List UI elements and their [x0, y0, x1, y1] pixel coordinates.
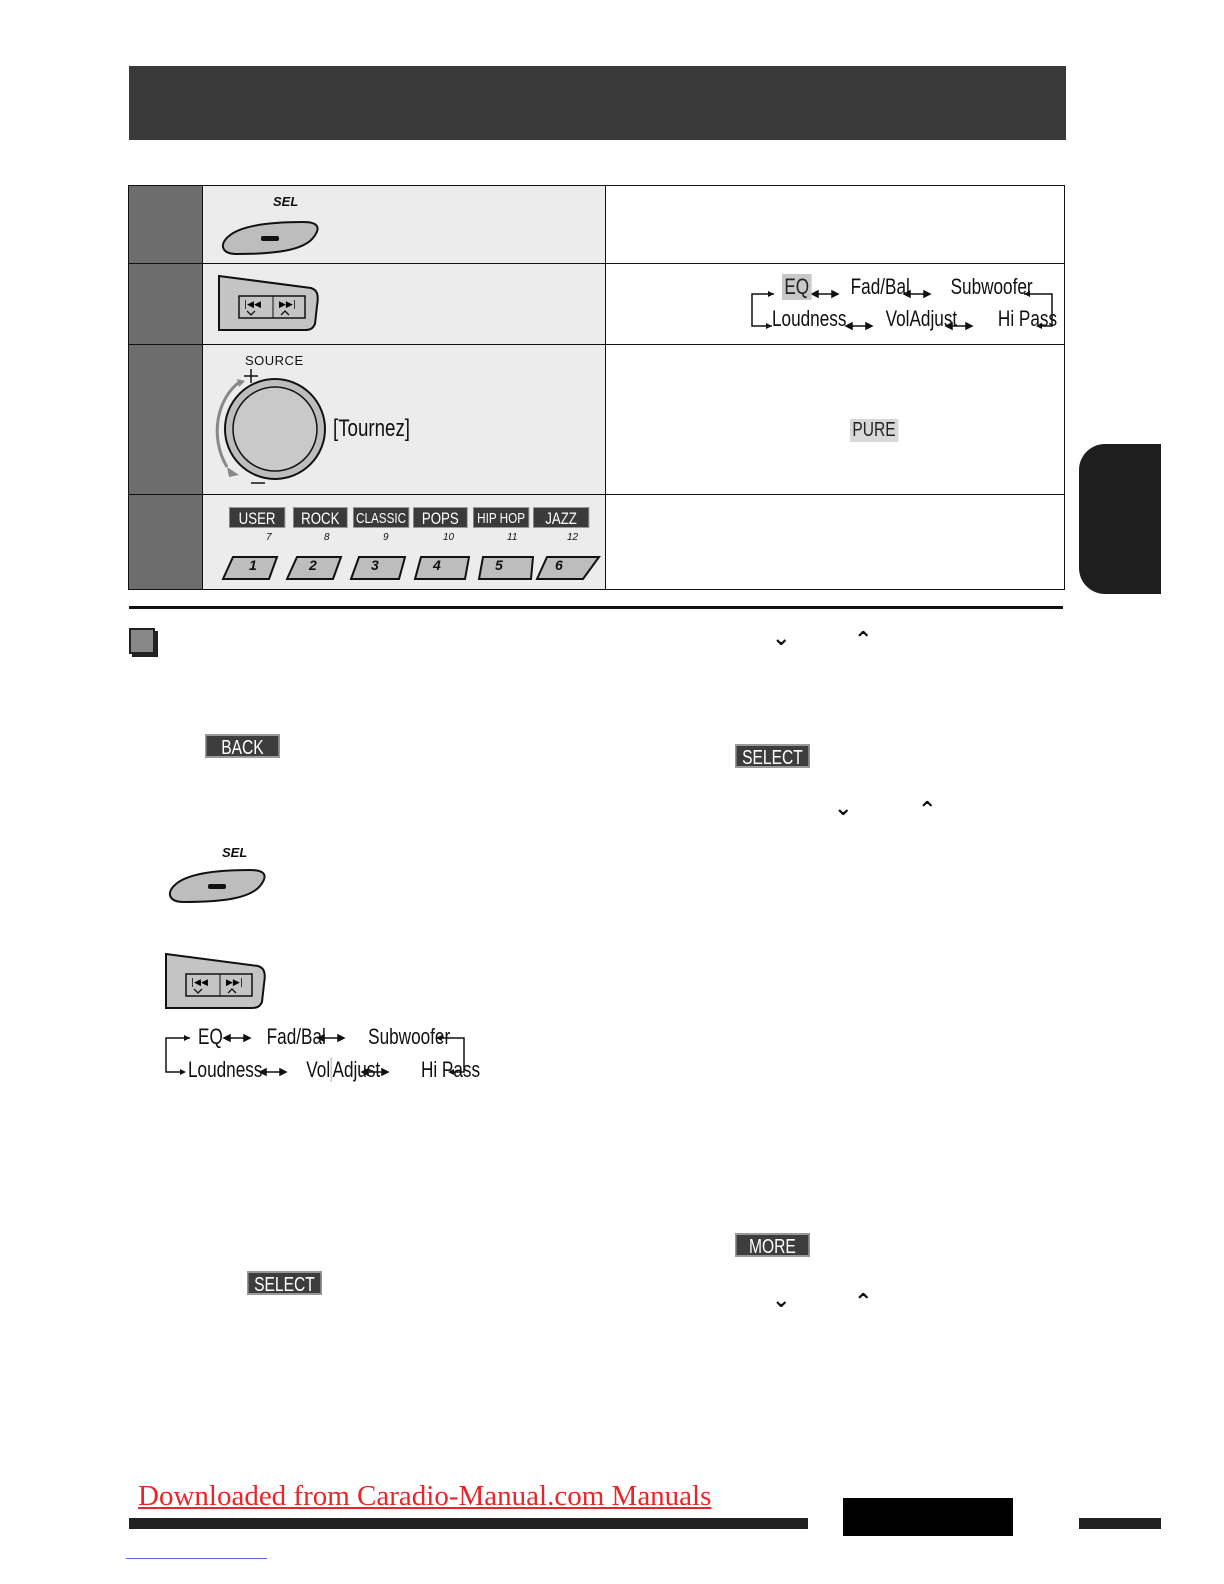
sel-label: SEL: [222, 845, 248, 860]
preset-buttons-icon[interactable]: [215, 553, 601, 583]
eq-tag-user: USER: [229, 507, 285, 528]
preset-button-6[interactable]: 6: [555, 557, 563, 573]
skip-control-icon[interactable]: [217, 274, 321, 332]
svg-text:|◀◀: |◀◀: [191, 978, 208, 988]
turn-label: [Tournez]: [333, 415, 411, 442]
more-button[interactable]: MORE: [735, 1233, 810, 1257]
preset-button-3[interactable]: 3: [371, 557, 379, 573]
skip-control-icon[interactable]: [164, 952, 268, 1010]
pure-indicator: PURE: [850, 419, 898, 442]
preset-button-4[interactable]: 4: [433, 557, 441, 573]
footer-bar: [129, 1518, 808, 1529]
eq-tag-pops: POPS: [413, 507, 468, 528]
preset-number: 12: [567, 532, 579, 543]
sel-button-cell: [203, 186, 606, 264]
chevron-down-icon: ⌄: [772, 1288, 791, 1313]
menu-cycle-top: [782, 274, 1033, 300]
menu-cycle-bottom: [188, 1057, 480, 1083]
menu-item-subwoofer: Subwoofer: [950, 274, 1033, 299]
menu-cycle-top: [198, 1024, 450, 1050]
chevron-down-icon: ⌄: [834, 796, 853, 821]
preset-button-2[interactable]: 2: [309, 557, 317, 573]
menu-item-loudness: Loudness: [188, 1057, 263, 1082]
preset-number: 8: [324, 532, 330, 543]
menu-item-hipass: Hi Pass: [420, 1057, 481, 1082]
step-number-cell: [129, 345, 203, 495]
section-divider: [129, 606, 1063, 609]
section-header-bar: [129, 66, 1066, 140]
chevron-up-icon: ⌃: [918, 798, 937, 823]
step-description: [606, 186, 1065, 264]
select-button[interactable]: SELECT: [735, 744, 810, 768]
menu-item-eq: EQ: [198, 1024, 223, 1049]
preset-button-1[interactable]: 1: [249, 557, 257, 573]
preset-number: 7: [266, 532, 272, 543]
menu-item-voladjust: VolAdjust: [885, 306, 958, 331]
menu-item-vol: Vol: [306, 1057, 331, 1082]
steps-table: [128, 185, 1065, 590]
step-description: [606, 495, 1065, 590]
preset-number: 10: [443, 532, 455, 543]
menu-item-hipass: Hi Pass: [997, 306, 1058, 331]
eq-tag-classic: CLASSIC: [353, 507, 409, 528]
volume-knob-icon[interactable]: [207, 367, 337, 491]
menu-item-fadbal: Fad/Bal: [850, 274, 910, 299]
download-link[interactable]: Downloaded from Caradio-Manual.com Manuals: [138, 1480, 712, 1512]
step-number-cell: [129, 264, 203, 345]
footer-bar-right: [1079, 1518, 1161, 1529]
back-button[interactable]: BACK: [205, 734, 280, 758]
eq-tag-hiphop: HIP HOP: [473, 507, 529, 528]
sel-button-icon[interactable]: [217, 220, 321, 256]
chevron-up-icon: ⌃: [854, 628, 873, 653]
link-underline: [126, 1558, 267, 1559]
menu-item-subwoofer: Subwoofer: [368, 1024, 451, 1049]
preset-number: 9: [383, 532, 389, 543]
menu-cycle-bottom: [772, 306, 1057, 332]
eq-tag-jazz: JAZZ: [533, 507, 589, 528]
preset-number: 11: [507, 532, 518, 543]
menu-item-fadbal: Fad/Bal: [266, 1024, 326, 1049]
step-description: [606, 345, 1065, 495]
step-number-cell: [129, 495, 203, 590]
sel-label: SEL: [273, 194, 299, 209]
chevron-up-icon: ⌃: [854, 1290, 873, 1315]
step-number-cell: [129, 186, 203, 264]
svg-text:|◀◀: |◀◀: [244, 300, 261, 310]
chevron-down-icon: ⌄: [772, 626, 791, 651]
select-button[interactable]: SELECT: [247, 1271, 322, 1295]
menu-item-loudness: Loudness: [772, 306, 847, 331]
svg-text:▶▶|: ▶▶|: [226, 978, 243, 988]
skip-button-cell: [203, 264, 606, 345]
menu-item-eq: EQ: [782, 274, 811, 300]
section-bullet-icon: [129, 628, 155, 654]
svg-text:▶▶|: ▶▶|: [279, 300, 296, 310]
preset-button-5[interactable]: 5: [495, 557, 503, 573]
preset-buttons-cell: [203, 495, 606, 590]
sel-button-icon[interactable]: [164, 868, 268, 906]
page-number-box: [843, 1498, 1013, 1536]
eq-tag-rock: ROCK: [293, 507, 348, 528]
language-side-tab: [1079, 444, 1161, 594]
menu-item-adjust: Adjust: [332, 1057, 381, 1082]
source-knob-cell: [203, 345, 606, 495]
menu-cycle-cell: [606, 264, 1065, 345]
source-label: SOURCE: [245, 353, 304, 368]
